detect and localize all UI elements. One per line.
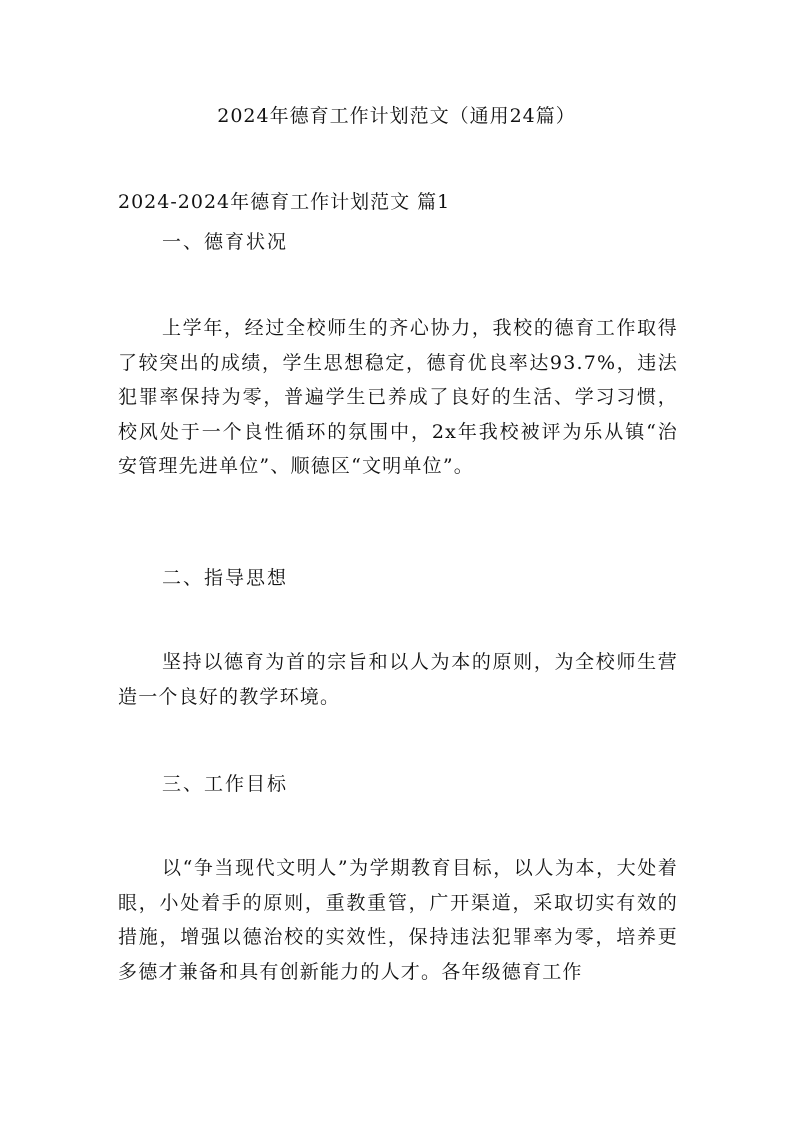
section-title: 2024-2024年德育工作计划范文 篇1: [118, 191, 451, 213]
document-title: 2024年德育工作计划范文（通用24篇）: [217, 105, 576, 127]
paragraph-guiding-ideology: 坚持以德育为首的宗旨和以人为本的原则，为全校师生营造一个良好的教学环境。: [118, 651, 678, 708]
heading-guiding-ideology: 二、指导思想: [162, 567, 289, 589]
paragraph-moral-status: 上学年，经过全校师生的齐心协力，我校的德育工作取得了较突出的成绩，学生思想稳定，德育优良率达93.7%，违法犯罪率保持为零，普遍学生已养成了良好的生活、学习习惯，校风处于一个良性循环的氛围中，2x年我校被评为乐从镇“治安管理先进单位”、顺德区“文明单位”。: [118, 317, 678, 477]
heading-moral-status: 一、德育状况: [162, 231, 289, 253]
heading-work-goals: 三、工作目标: [162, 773, 289, 795]
paragraph-work-goals: 以“争当现代文明人”为学期教育目标，以人为本，大处着眼，小处着手的原则，重教重管，广开渠道，采取切实有效的措施，增强以德治校的实效性，保持违法犯罪率为零，培养更多德才兼备和具有创新能力的人才。各年级德育工作: [118, 857, 678, 983]
